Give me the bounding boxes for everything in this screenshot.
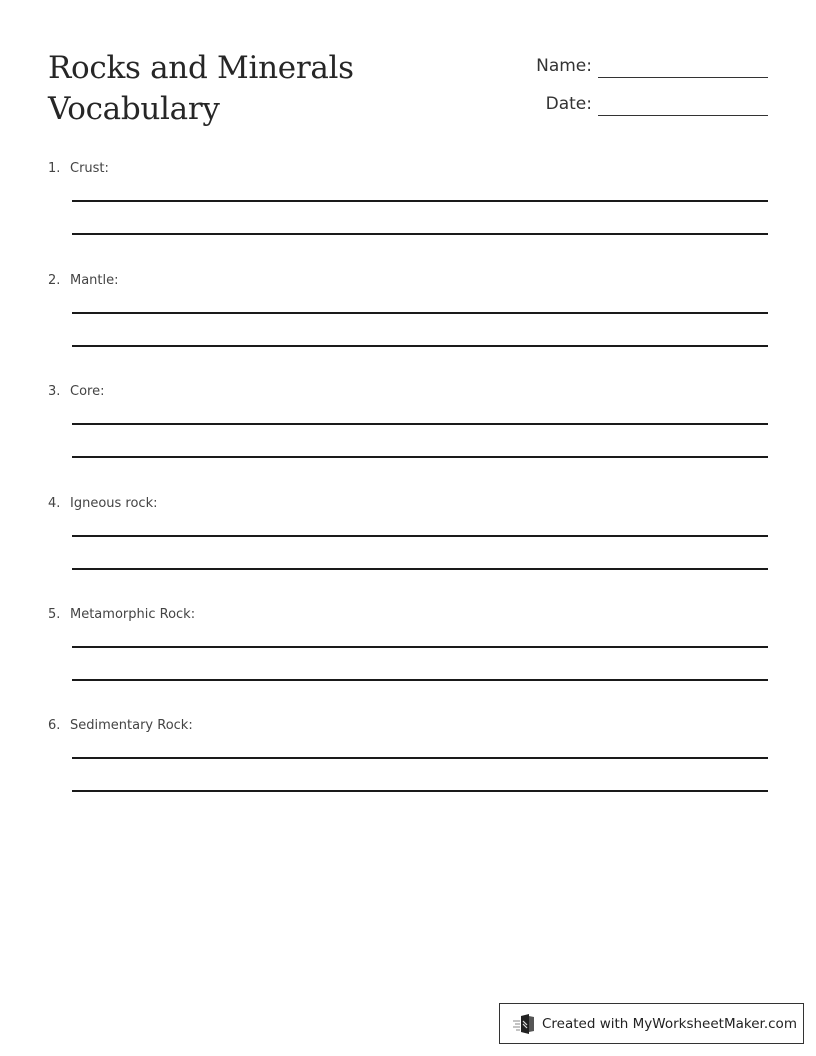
answer-line[interactable]	[72, 200, 768, 202]
name-field[interactable]	[500, 48, 768, 78]
title-line-1: Rocks and Minerals	[48, 50, 354, 86]
title-line-2: Vocabulary	[48, 91, 220, 127]
item-number: 6.	[48, 718, 61, 733]
answer-line[interactable]	[72, 535, 768, 537]
vocab-item	[48, 273, 768, 373]
name-label: Name:	[536, 56, 592, 76]
item-number: 1.	[48, 161, 61, 176]
answer-line[interactable]	[72, 679, 768, 681]
worksheet-logo-icon	[512, 1013, 536, 1035]
date-label: Date:	[545, 94, 592, 114]
vocab-item	[48, 161, 768, 261]
answer-line[interactable]	[72, 456, 768, 458]
item-number: 3.	[48, 384, 61, 399]
worksheet-title	[48, 48, 354, 130]
date-input-line[interactable]	[598, 115, 768, 116]
footer-text: Created with MyWorksheetMaker.com	[542, 1015, 797, 1032]
vocab-item	[48, 607, 768, 707]
item-number: 4.	[48, 496, 61, 511]
answer-line[interactable]	[72, 790, 768, 792]
answer-line[interactable]	[72, 568, 768, 570]
item-term: Igneous rock:	[70, 496, 158, 511]
item-term: Crust:	[70, 161, 109, 176]
item-term: Sedimentary Rock:	[70, 718, 193, 733]
answer-line[interactable]	[72, 233, 768, 235]
vocab-item	[48, 496, 768, 596]
answer-line[interactable]	[72, 312, 768, 314]
vocab-item	[48, 384, 768, 484]
answer-line[interactable]	[72, 646, 768, 648]
item-term: Mantle:	[70, 273, 119, 288]
item-number: 5.	[48, 607, 61, 622]
item-term: Metamorphic Rock:	[70, 607, 196, 622]
name-input-line[interactable]	[598, 77, 768, 78]
item-number: 2.	[48, 273, 61, 288]
item-term: Core:	[70, 384, 105, 399]
vocab-item	[48, 718, 768, 818]
footer-credit	[499, 1003, 804, 1044]
date-field[interactable]	[500, 86, 768, 116]
answer-line[interactable]	[72, 423, 768, 425]
answer-line[interactable]	[72, 757, 768, 759]
answer-line[interactable]	[72, 345, 768, 347]
